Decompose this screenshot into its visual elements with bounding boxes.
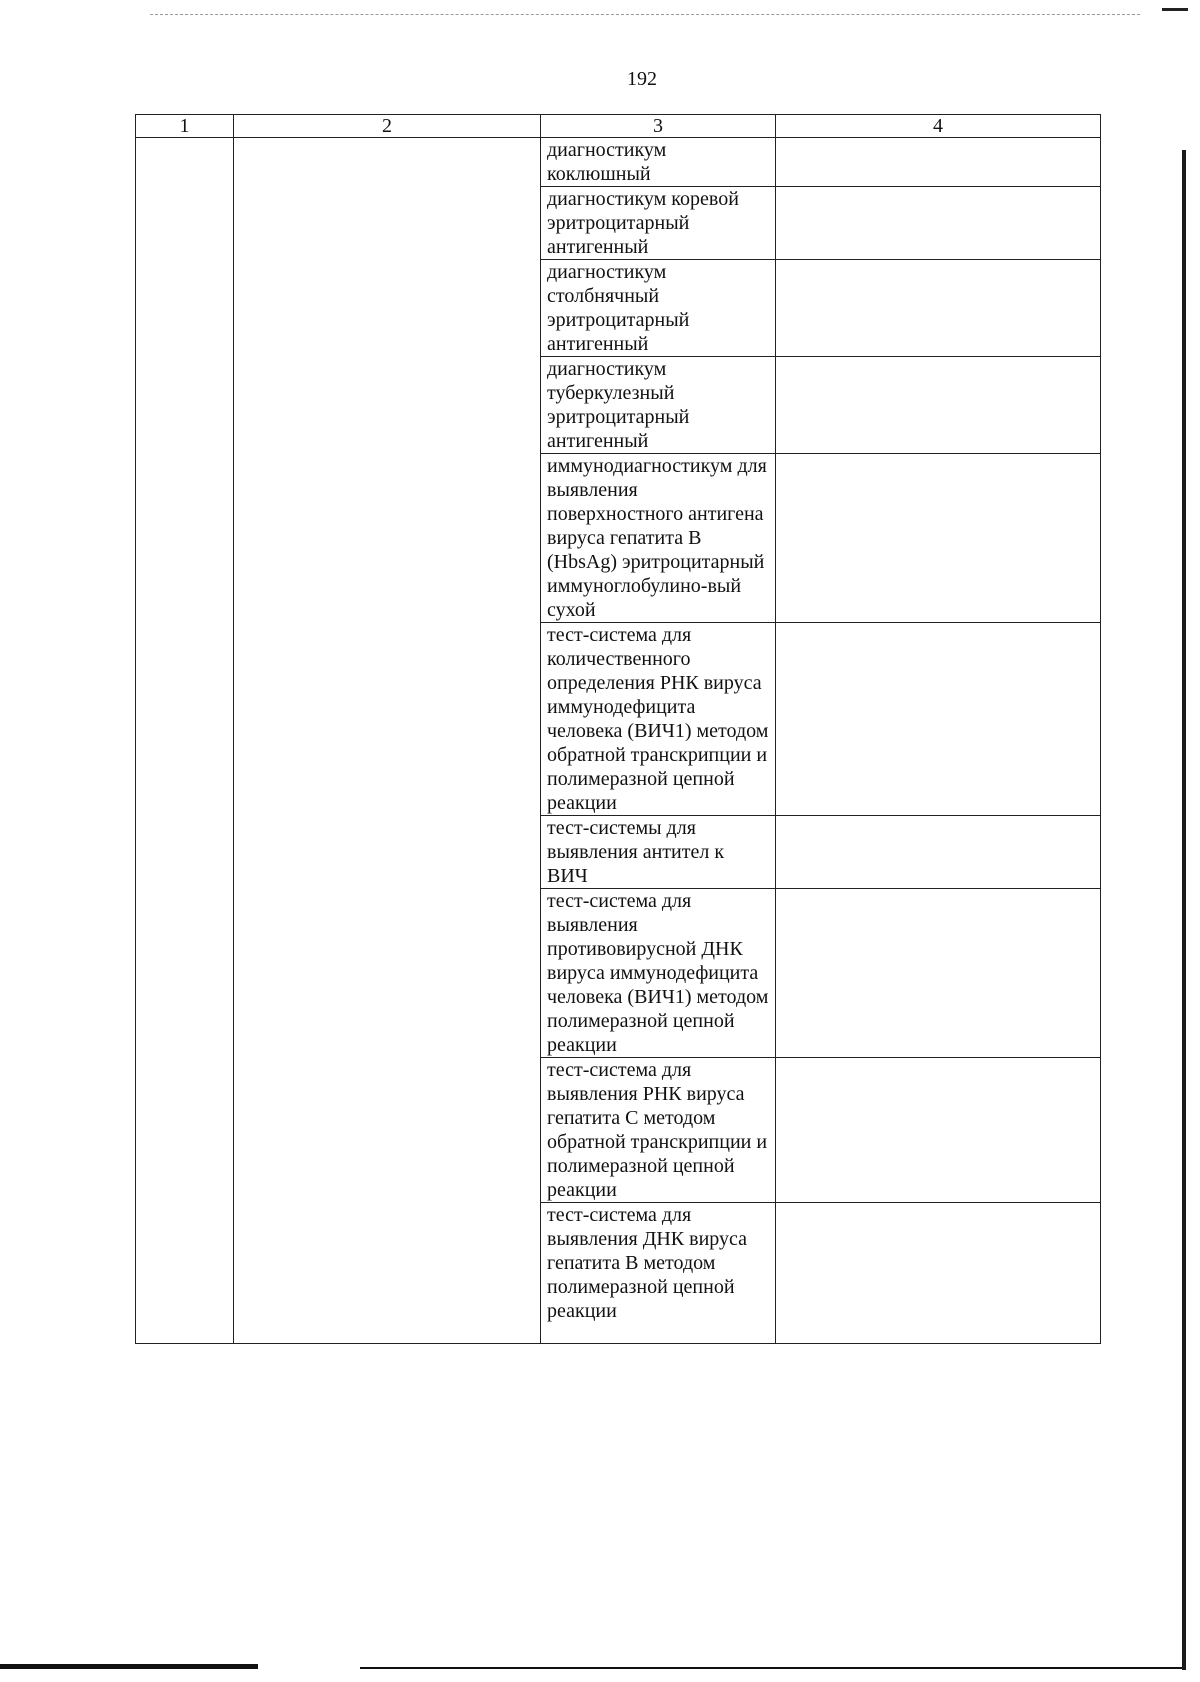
item-name-cell bbox=[541, 816, 776, 889]
column-4-cell bbox=[776, 1058, 1101, 1203]
column-4-cell bbox=[776, 816, 1101, 889]
item-name: диагностикум коревой эритроцитарный антигенный bbox=[547, 188, 739, 258]
item-name-cell bbox=[541, 138, 776, 187]
column-4-cell bbox=[776, 1203, 1101, 1344]
column-4-cell bbox=[776, 623, 1101, 816]
item-name-cell bbox=[541, 889, 776, 1058]
item-name: тест-система для выявления ДНК вируса гепатита В методом полимеразной цепной реакции bbox=[547, 1204, 748, 1322]
page-number: 192 bbox=[627, 68, 657, 90]
item-name-cell bbox=[541, 357, 776, 454]
item-name-cell bbox=[541, 260, 776, 357]
column-header-3: 3 bbox=[541, 115, 776, 138]
item-name: тест-система для количественного определения РНК вируса иммунодефицита человека (ВИЧ1) методом обратной транскрипции и полимеразной цепной реакции bbox=[547, 624, 769, 814]
column-2-cell bbox=[234, 138, 541, 1344]
item-name-cell bbox=[541, 1058, 776, 1203]
scan-artifact-corner bbox=[1162, 8, 1188, 25]
column-header-2: 2 bbox=[234, 115, 541, 138]
scan-artifact-bottom-line bbox=[360, 1667, 1182, 1669]
item-name: диагностикум столбнячный эритроцитарный антигенный bbox=[547, 261, 690, 355]
column-header-4: 4 bbox=[776, 115, 1101, 138]
column-4-cell bbox=[776, 889, 1101, 1058]
column-4-cell bbox=[776, 138, 1101, 187]
item-name: тест-система для выявления РНК вируса гепатита С методом обратной транскрипции и полимеразной цепной реакции bbox=[547, 1059, 768, 1201]
item-name: диагностикум коклюшный bbox=[547, 139, 667, 185]
item-name: тест-система для выявления противовирусной ДНК вируса иммунодефицита человека (ВИЧ1) методом полимеразной цепной реакции bbox=[547, 890, 769, 1056]
column-header-1: 1 bbox=[136, 115, 234, 138]
document-table bbox=[135, 114, 1101, 1344]
column-4-cell bbox=[776, 187, 1101, 260]
item-name-cell bbox=[541, 187, 776, 260]
column-4-cell bbox=[776, 357, 1101, 454]
item-name: иммунодиагностикум для выявления поверхностного антигена вируса гепатита В (HbsAg) эритроцитарный иммуноглобулино-вый сухой bbox=[547, 455, 767, 621]
item-name-cell bbox=[541, 623, 776, 816]
item-name-cell bbox=[541, 1203, 776, 1344]
column-4-cell bbox=[776, 260, 1101, 357]
scan-artifact-right-edge bbox=[1182, 150, 1186, 1670]
item-name: тест-системы для выявления антител к ВИЧ bbox=[547, 817, 725, 887]
column-4-cell bbox=[776, 454, 1101, 623]
table-row bbox=[136, 138, 1101, 187]
scan-artifact-top bbox=[150, 14, 1140, 15]
scan-artifact-bottom-left bbox=[0, 1664, 258, 1669]
item-name: диагностикум туберкулезный эритроцитарный антигенный bbox=[547, 358, 690, 452]
table-header-row bbox=[136, 115, 1101, 138]
item-name-cell bbox=[541, 454, 776, 623]
column-1-cell bbox=[136, 138, 234, 1344]
